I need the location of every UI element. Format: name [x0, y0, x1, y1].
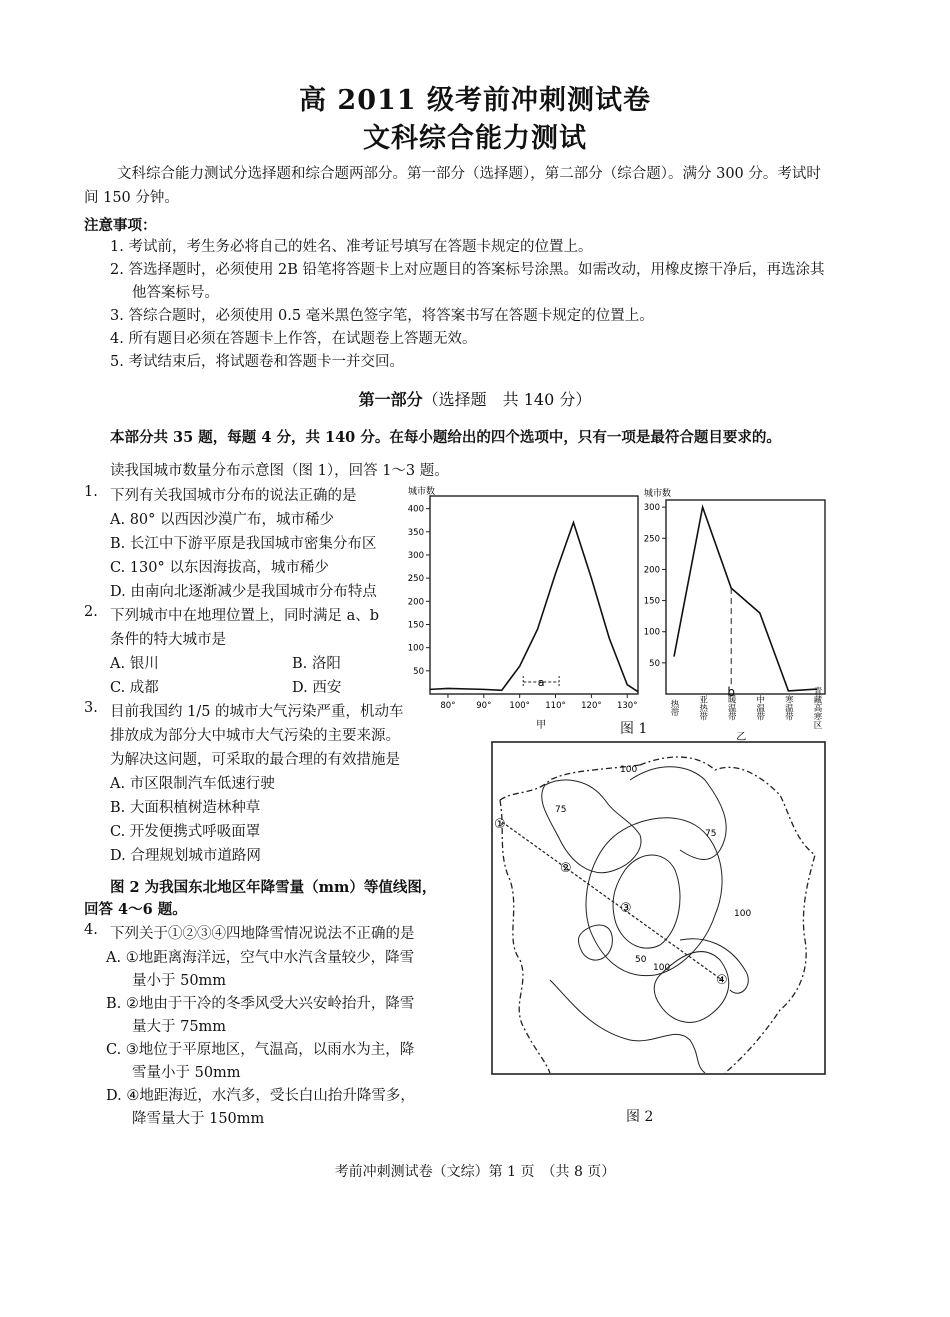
question-lead-1: 读我国城市数量分布示意图（图 1），回答 1～3 题。 [110, 463, 449, 479]
map-point-3: ③ [620, 901, 632, 916]
chart1-xtick-label: 100° [509, 701, 530, 711]
chart2-ytick-label: 300 [643, 503, 660, 514]
chart1-series-line [430, 523, 638, 692]
page-subtitle: 文科综合能力测试 [363, 123, 587, 154]
map-point-1: ① [494, 817, 506, 832]
notice-item: 3. 答综合题时，必须使用 0.5 毫米黑色签字笔，将答案书写在答题卡规定的位置上。 [110, 308, 654, 324]
chart1-ytick-label: 50 [413, 666, 424, 677]
contour-line [542, 780, 641, 873]
chart2-category-label: 寒温带 [783, 695, 794, 721]
question-lead-2b: 回答 4～6 题。 [84, 901, 187, 918]
section-title: 第一部分 [358, 390, 423, 409]
chart2-ytick-label: 100 [643, 627, 660, 638]
chart1-xtick-label: 90° [476, 701, 492, 711]
chart1-ytick-label: 350 [407, 527, 424, 538]
q1-option-c: C. 130° 以东因海拔高，城市稀少 [110, 560, 329, 576]
transect-line [502, 822, 722, 980]
q2-number: 2. [84, 604, 98, 620]
q3-stem-cont: 排放成为部分大中城市大气污染的主要来源。 [110, 728, 400, 744]
contour-line [550, 980, 705, 1073]
chart2-category-label: 中温带 [754, 695, 765, 721]
figure-2-label: 图 2 [626, 1109, 654, 1125]
chart1-ytick-label: 200 [407, 597, 424, 608]
notice-item: 2. 答选择题时，必须使用 2B 铅笔将答题卡上对应题目的答案标号涂黑。如需改动，用橡皮擦干净后，再选涂其他答案标号。 [110, 262, 825, 301]
chart1-ytick-label: 150 [407, 620, 424, 631]
page-title: 高 2011 级考前冲刺测试卷 [299, 85, 651, 116]
notice-list [110, 236, 830, 374]
contour-label: 100 [734, 909, 752, 919]
intro-paragraph: 文科综合能力测试分选择题和综合题两部分。第一部分（选择题），第二部分（综合题）。满分 300 分。考试时间 150 分钟。 [84, 166, 821, 206]
question-lead-2: 图 2 为我国东北地区年降雪量（mm）等值线图， [110, 879, 437, 896]
chart1-xtick-label: 120° [581, 701, 602, 711]
q3-option-c: C. 开发便携式呼吸面罩 [110, 824, 261, 840]
contour-label: 75 [555, 805, 567, 815]
section-heading [0, 387, 950, 410]
q4-option-a: A. ①地距离海洋远，空气中水汽含量较少，降雪 [106, 950, 415, 966]
q2-option-b: B. 洛阳 [292, 656, 341, 672]
chart1-ytick-label: 100 [407, 643, 424, 654]
q4-option-d: D. ④地距海近，水汽多，受长白山抬升降雪多， [106, 1088, 415, 1104]
contour-line [680, 939, 748, 993]
q1-number: 1. [84, 484, 98, 500]
page-footer: 考前冲刺测试卷（文综）第 1 页 （共 8 页） [334, 1164, 616, 1180]
notice-heading: 注意事项： [84, 217, 157, 234]
q1-stem: 下列有关我国城市分布的说法正确的是 [110, 488, 357, 504]
q4-option-b: B. ②地由于干冷的冬季风受大兴安岭抬升，降雪 [106, 996, 415, 1012]
chart1-ytick-label: 400 [407, 504, 424, 515]
q3-stem-cont2: 为解决这问题，可采取的最合理的有效措施是 [110, 752, 400, 768]
chart2-frame [666, 500, 825, 694]
q4-option-d-cont: 降雪量大于 150mm [132, 1111, 265, 1127]
contour-label: 50 [635, 955, 647, 965]
notice-item: 1. 考试前，考生务必将自己的姓名、准考证号填写在答题卡规定的位置上。 [110, 239, 593, 255]
chart2-category-label: 亚热带 [697, 695, 708, 721]
q3-option-d: D. 合理规划城市道路网 [110, 848, 261, 864]
section-sub: （选择题 共 140 分） [422, 390, 592, 409]
q2-stem: 下列城市中在地理位置上，同时满足 a、b [110, 608, 380, 624]
map-point-2: ② [560, 861, 572, 876]
contour-label: 100 [620, 765, 638, 775]
q4-number: 4. [84, 922, 98, 938]
chart2-category-label: 暖温带 [726, 695, 737, 721]
chart1-frame [430, 496, 638, 694]
q3-option-b: B. 大面积植树造林种草 [110, 800, 261, 816]
q3-option-a: A. 市区限制汽车低速行驶 [110, 776, 275, 792]
chart2-ytick-label: 150 [643, 596, 660, 607]
chart1-ylabel: 城市数 [408, 487, 436, 497]
q4-option-c-cont: 雪量小于 50mm [132, 1065, 241, 1081]
contour-label: 100 [653, 963, 671, 973]
notice-item: 4. 所有题目必须在答题卡上作答，在试题卷上答题无效。 [110, 331, 477, 347]
q3-number: 3. [84, 700, 98, 716]
chart2-ytick-label: 50 [649, 658, 660, 669]
figure-1-label: 图 1 [620, 721, 648, 737]
q2-stem-cont: 条件的特大城市是 [110, 632, 226, 648]
q1-option-b: B. 长江中下游平原是我国城市密集分布区 [110, 536, 377, 552]
chart1-xtick-label: 130° [616, 701, 638, 711]
figure-1-charts [400, 484, 840, 744]
q2-option-d: D. 西安 [292, 680, 342, 696]
chart1-xtick-label: 110° [545, 701, 566, 711]
chart1-ytick-label: 300 [407, 550, 424, 561]
chart2-ytick-label: 250 [643, 534, 660, 545]
q2-option-c: C. 成都 [110, 680, 159, 696]
chart2-annotation-label: b [727, 685, 736, 699]
figure-2-map [490, 740, 830, 1080]
chart2-ytick-label: 200 [643, 565, 660, 576]
chart1-annotation-label: a [537, 676, 545, 689]
q4-option-c: C. ③地位于平原地区，气温高，以雨水为主，降 [106, 1042, 415, 1058]
q1-option-a: A. 80° 以西因沙漠广布，城市稀少 [110, 512, 334, 528]
chart2-category-label: 热带 [669, 699, 679, 717]
map-point-4: ④ [716, 973, 728, 988]
chart1-xlabel: 甲 [536, 720, 547, 731]
q4-stem: 下列关于①②③④四地降雪情况说法不正确的是 [110, 926, 415, 942]
section-description: 本部分共 35 题，每题 4 分，共 140 分。在每小题给出的四个选项中，只有一项是最符合题目要求的。 [110, 429, 781, 446]
notice-item: 5. 考试结束后，将试题卷和答题卡一并交回。 [110, 354, 404, 370]
q3-stem: 目前我国约 1/5 的城市大气污染严重，机动车 [110, 704, 404, 720]
q4-option-a-cont: 量小于 50mm [132, 973, 227, 989]
chart1-xtick-label: 80° [440, 701, 456, 711]
chart2-category-label: 青藏高寒区 [812, 686, 822, 730]
contour-line [630, 767, 726, 860]
q4-option-b-cont: 量大于 75mm [132, 1019, 227, 1035]
chart2-series-line [674, 507, 817, 691]
q1-option-d: D. 由南向北逐渐减少是我国城市分布特点 [110, 584, 377, 600]
chart2-xlabel: 乙 [736, 732, 747, 743]
map-border [500, 757, 815, 1073]
q2-option-a: A. 银川 [110, 656, 159, 672]
contour-label: 75 [705, 829, 717, 839]
chart2-ylabel: 城市数 [644, 489, 672, 499]
chart1-ytick-label: 250 [407, 574, 424, 585]
